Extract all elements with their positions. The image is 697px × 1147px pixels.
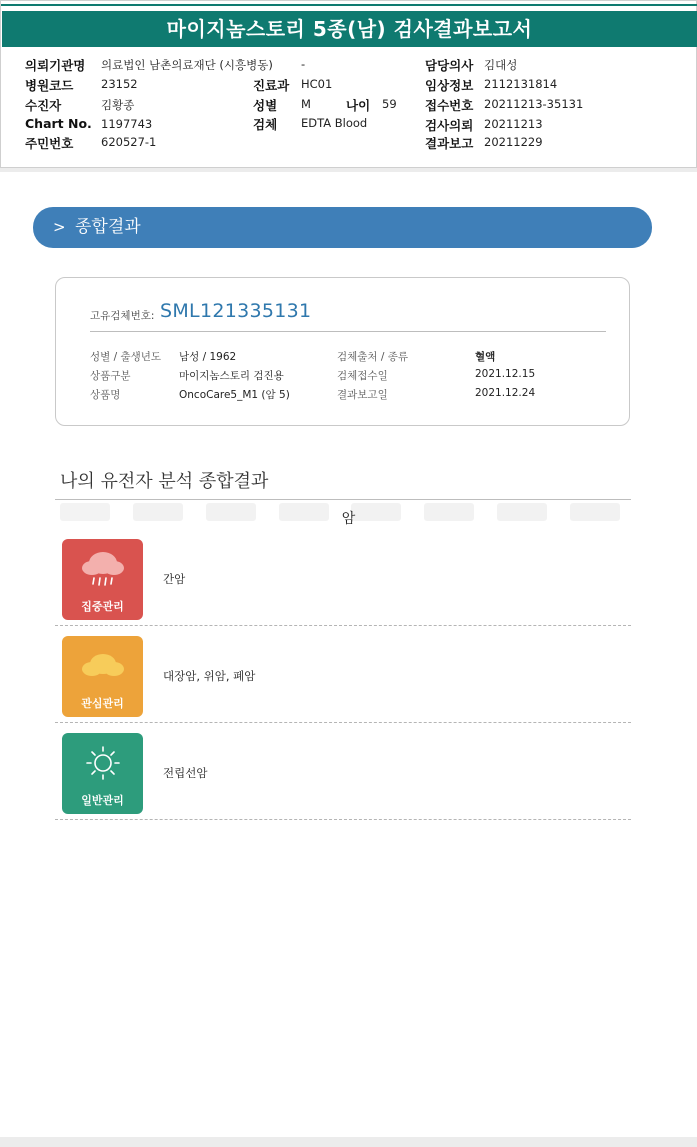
rrn-label: 주민번호 xyxy=(25,136,74,151)
clinical-label: 임상정보 xyxy=(425,78,474,93)
dept-label: 진료과 xyxy=(253,78,290,93)
patient-value: 김황종 xyxy=(101,98,135,112)
card-key: 검체접수일 xyxy=(337,370,388,382)
category-label: 암 xyxy=(341,511,356,527)
risk-badge-label: 관심관리 xyxy=(81,697,124,710)
card-key: 상품구분 xyxy=(90,370,131,382)
section-title: 종합결과 xyxy=(74,217,141,237)
chart-label: Chart No. xyxy=(25,116,92,131)
rain-cloud-icon xyxy=(80,547,126,591)
risk-badge xyxy=(62,539,143,620)
card-divider xyxy=(90,331,606,332)
sample-info-card xyxy=(55,277,630,426)
sex-value: M xyxy=(301,97,311,111)
footer-band xyxy=(0,1137,697,1147)
risk-row-intensive xyxy=(55,529,631,626)
dash-value: - xyxy=(301,57,306,71)
report-date-value: 20211229 xyxy=(484,135,543,149)
sample-id-value: SML121335131 xyxy=(160,300,312,322)
age-value: 59 xyxy=(382,97,397,111)
institution-value: 의료법인 남촌의료재단 (시흥병동) xyxy=(101,58,273,72)
risk-items: 전립선암 xyxy=(163,766,208,780)
risk-badge xyxy=(62,733,143,814)
summary-title: 나의 유전자 분석 종합결과 xyxy=(60,471,269,492)
card-key: 성별 / 출생년도 xyxy=(90,351,162,363)
hospital-code-label: 병원코드 xyxy=(25,78,74,93)
request-label: 검사의뢰 xyxy=(425,118,474,133)
chevron-right-icon: > xyxy=(53,218,66,236)
risk-items: 대장암, 위암, 폐암 xyxy=(163,669,256,683)
risk-badge-label: 집중관리 xyxy=(81,600,124,613)
chart-value: 1197743 xyxy=(101,117,153,131)
risk-row-attention xyxy=(55,626,631,723)
risk-badge xyxy=(62,636,143,717)
card-value: 2021.12.15 xyxy=(475,368,536,380)
header-top-rule xyxy=(1,4,697,6)
receipt-label: 접수번호 xyxy=(425,98,474,113)
report-header xyxy=(0,0,697,168)
report-date-label: 결과보고 xyxy=(425,136,474,151)
report-title: 마이지놈스토리 5종(남) 검사결과보고서 xyxy=(2,11,697,47)
receipt-value: 20211213-35131 xyxy=(484,97,584,111)
clinical-value: 2112131814 xyxy=(484,77,558,91)
card-key: 결과보고일 xyxy=(337,389,388,401)
card-value: 혈액 xyxy=(475,351,496,363)
risk-items: 간암 xyxy=(163,572,186,586)
card-key: 검체출처 / 종류 xyxy=(337,351,409,363)
sun-icon xyxy=(80,741,126,785)
doctor-label: 담당의사 xyxy=(425,58,474,73)
risk-row-general xyxy=(55,723,631,820)
institution-label: 의뢰기관명 xyxy=(25,58,86,73)
rrn-value: 620527-1 xyxy=(101,135,157,149)
section-banner xyxy=(33,207,652,248)
request-value: 20211213 xyxy=(484,117,543,131)
sex-label: 성별 xyxy=(253,98,278,113)
doctor-value: 김대성 xyxy=(484,58,518,72)
risk-badge-label: 일반관리 xyxy=(81,794,124,807)
sample-id-label: 고유검체번호: xyxy=(90,310,155,322)
hospital-code-value: 23152 xyxy=(101,77,138,91)
specimen-value: EDTA Blood xyxy=(301,116,368,130)
card-value: 2021.12.24 xyxy=(475,387,536,399)
card-value: 남성 / 1962 xyxy=(179,351,237,363)
card-value: OncoCare5_M1 (암 5) xyxy=(179,389,290,401)
header-divider-band xyxy=(0,168,697,172)
cloud-icon xyxy=(80,644,126,688)
specimen-label: 검체 xyxy=(253,117,278,132)
card-key: 상품명 xyxy=(90,389,121,401)
patient-label: 수진자 xyxy=(25,98,62,113)
card-value: 마이지놈스토리 검진용 xyxy=(179,370,284,382)
dept-value: HC01 xyxy=(301,77,333,91)
age-label: 나이 xyxy=(346,98,371,113)
summary-divider xyxy=(55,499,631,500)
